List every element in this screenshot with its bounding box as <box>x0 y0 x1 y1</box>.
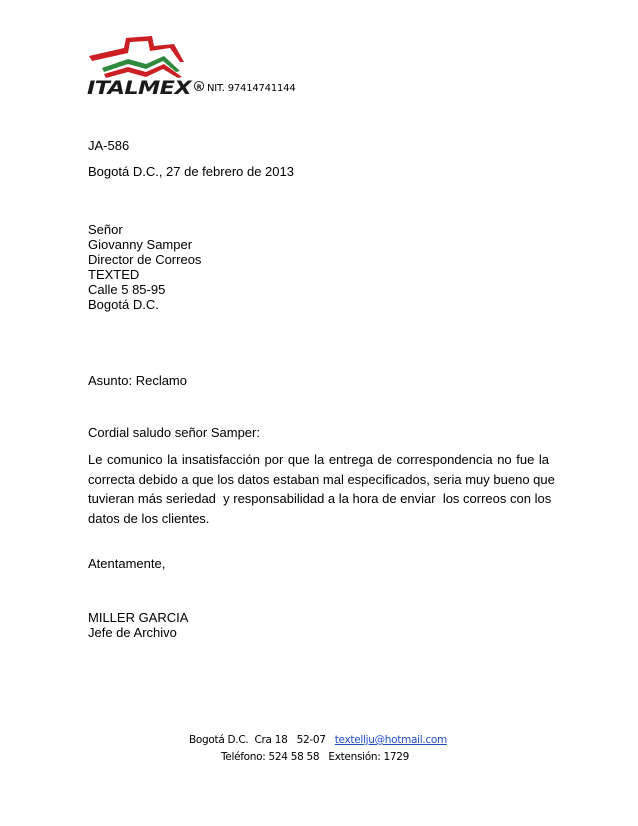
body-line: Le comunico la insatisfacción por que la entrega de correspondencia no fue la <box>88 452 549 467</box>
recipient-address: Calle 5 85-95 <box>88 282 166 297</box>
body-line: correcta debido a que los datos estaban mal especificados, seria muy bueno que <box>88 471 555 487</box>
recipient-name: Giovanny Samper <box>88 237 193 252</box>
footer-address: Bogotá D.C. Cra 18 52-07 <box>189 734 335 746</box>
recipient-salutation: Señor <box>88 222 123 237</box>
company-nit: NIT. 97414741144 <box>207 83 296 94</box>
footer-phone-line: Teléfono: 524 58 58 Extensión: 1729 <box>220 751 410 763</box>
footer-email-link[interactable]: textellju@hotmail.com <box>334 734 447 746</box>
signature-block <box>88 610 188 640</box>
reference-number: JA-586 <box>88 138 130 153</box>
subject-line: Asunto: Reclamo <box>88 373 187 388</box>
svg-text:ITALMEX: ITALMEX <box>87 77 194 96</box>
signer-name: MILLER GARCIA <box>88 610 189 625</box>
footer-address-line <box>0 734 637 746</box>
recipient-company: TEXTED <box>88 267 140 282</box>
body-line: tuvieran más seriedad y responsabilidad a la hora de enviar los correos con los <box>88 491 552 506</box>
svg-text:R: R <box>196 82 202 91</box>
greeting: Cordial saludo señor Samper: <box>88 425 260 440</box>
recipient-block <box>88 222 201 312</box>
body-paragraph <box>88 450 555 528</box>
recipient-city: Bogotá D.C. <box>88 297 159 312</box>
date-line: Bogotá D.C., 27 de febrero de 2013 <box>88 164 294 179</box>
signer-title: Jefe de Archivo <box>88 625 177 640</box>
italmex-logo-graphic <box>84 34 209 96</box>
body-line: datos de los clientes. <box>88 510 210 526</box>
recipient-title: Director de Correos <box>88 252 202 267</box>
italmex-logo <box>84 34 209 96</box>
closing: Atentamente, <box>88 556 166 571</box>
